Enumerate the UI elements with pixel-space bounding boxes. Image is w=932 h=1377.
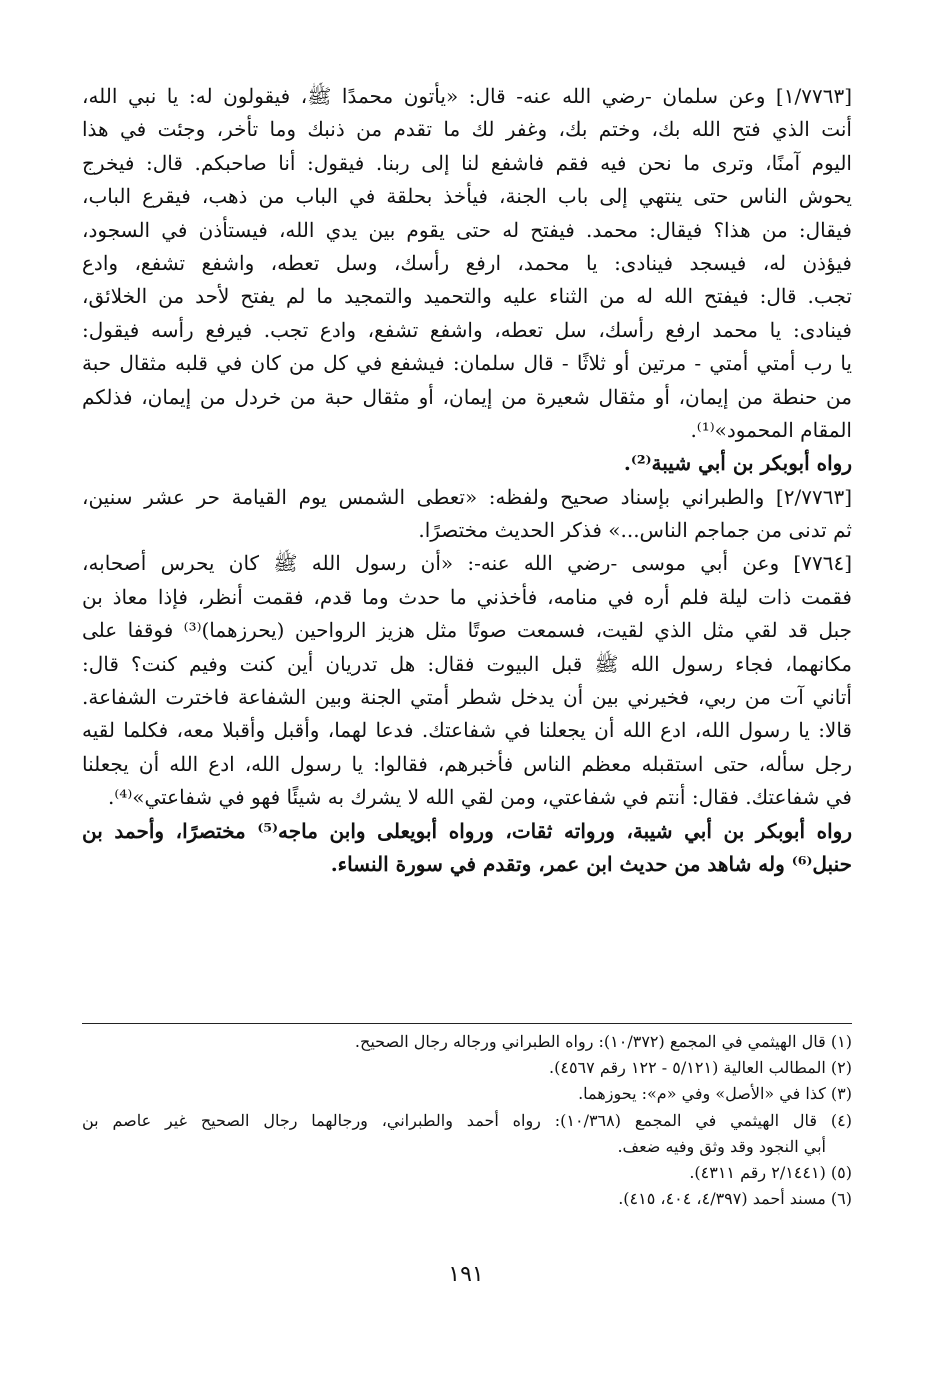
text-line: فقمت ذات ليلة فلم أره في منامه، فأخذني ما حدث وما قدم، فقمت أنظر، فإذا معاذ بن [82, 584, 852, 609]
hadith-7763-1-paragraph [82, 80, 852, 447]
footnote-3: (٣) كذا في «الأصل» وفي «م»: يحوزهما. [578, 1084, 852, 1104]
narration-attribution [82, 815, 852, 882]
text-line: رجل سأله، حتى استقبله معظم الناس فأخبرهم، فقالوا: يا رسول الله، ادع الله أن يجعلنا [82, 751, 852, 776]
text-line: قالا: يا رسول الله، ادع الله أن يجعلنا في شفاعتك. فدعا لهما، وأقبل وأقبلا معه، فكلما لقيه [82, 718, 852, 743]
text-line: رواه أبوبكر بن أبي شيبة⁽²⁾. [623, 451, 852, 476]
text-line: [١/٧٧٦٣] وعن سلمان -رضي الله عنه- قال: «يأتون محمدًا ﷺ، فيقولون له: يا نبي الله، [82, 84, 852, 108]
text-line: فيقال: من هذا؟ فيقال: محمد. فيفتح له حتى يقوم بين يدي الله، فيستأذن في السجود، [82, 217, 852, 242]
text-line: جبل قد لقي مثل الذي لقيت، فسمعت صوتًا مثل هزيز الرواحين (يحرزهما)⁽³⁾ فوقفا على [82, 618, 852, 643]
hadith-7763-2-paragraph [82, 481, 852, 548]
footnote-2: (٢) المطالب العالية (٥/١٢١ - ١٢٢ رقم ٤٥٦٧). [549, 1058, 852, 1078]
text-line: المقام المحمود»⁽¹⁾. [690, 417, 852, 442]
page-body [82, 80, 852, 881]
footnote-4-continuation: أبي النجود وقد وثق وفيه ضعف. [617, 1136, 826, 1156]
text-line: حنبل⁽⁶⁾ وله شاهد من حديث ابن عمر، وتقدم في سورة النساء. [330, 851, 852, 876]
text-line: يا رب أمتي أمتي - مرتين أو ثلاثًا - قال سلمان: فيشفع في كل من كان في قلبه مثقال حبة [82, 351, 852, 376]
text-line: ثم تدنى من جماجم الناس...» فذكر الحديث مختصرًا. [418, 518, 852, 543]
page-number: ١٩١ [448, 1262, 484, 1287]
text-line: من حنطة من إيمان، أو مثقال شعيرة من إيمان، أو مثقال حبة من خردل من إيمان، فذلكم [82, 384, 852, 409]
footnote-divider [82, 1023, 852, 1024]
footnote-6: (٦) مسند أحمد (٤/٣٩٧، ٤٠٤، ٤١٥). [618, 1189, 852, 1209]
text-line: تجب. قال: فيفتح الله له من الثناء عليه والتحميد والتمجيد ما لم يفتح لأحد من الخلائق، [82, 284, 852, 309]
text-line: أنت الذي فتح الله بك، وختم بك، وغفر لك ما تقدم من ذنبك وما تأخر، وجئت في هذا [82, 117, 852, 142]
text-line: رواه أبوبكر بن أبي شيبة، ورواته ثقات، ورواه أبويعلى وابن ماجه⁽⁵⁾ مختصرًا، وأحمد بن [82, 818, 852, 843]
text-line: مكانهما، فجاء رسول الله ﷺ قبل البيوت فقال: هل تدريان أين كنت وفيم كنت؟ قال: [82, 651, 852, 676]
hadith-7764-paragraph [82, 547, 852, 814]
footnote-1: (١) قال الهيثمي في المجمع (١٠/٣٧٢): رواه الطبراني ورجاله رجال الصحيح. [354, 1032, 852, 1051]
text-line: اليوم آمنًا، وترى ما نحن فيه فقم فاشفع لنا إلى ربنا. فيقول: أنا صاحبكم. قال: فيخرج [82, 150, 852, 175]
footnotes [82, 1029, 852, 1212]
text-line: في شفاعتك. فقال: أنتم في شفاعتي، ومن لقي الله لا يشرك به شيئًا فهو في شفاعتي»⁽⁴⁾. [108, 785, 852, 810]
text-line: أتاني آت من ربي، فخيرني بين أن يدخل شطر أمتي الجنة وبين الشفاعة فاخترت الشفاعة. [82, 685, 852, 710]
footnote-4: (٤) قال الهيثمي في المجمع (١٠/٣٦٨): رواه أحمد والطبراني، ورجالهما رجال الصحيح غير عاصم بن [82, 1110, 852, 1130]
text-line: [٧٧٦٤] وعن أبي موسى -رضي الله عنه-: «أن رسول الله ﷺ كان يحرس أصحابه، [82, 551, 852, 576]
text-line: [٢/٧٧٦٣] والطبراني بإسناد صحيح ولفظه: «تعطى الشمس يوم القيامة حر عشر سنين، [82, 484, 852, 509]
text-line: فيؤذن له، فيسجد فينادى: يا محمد، ارفع رأسك، وسل تعطه، واشفع تشفع، وادع [82, 250, 852, 275]
footnote-5: (٥) (٢/١٤٤١ رقم ٤٣١١). [689, 1162, 852, 1182]
narration-attribution [82, 447, 852, 480]
text-line: فينادى: يا محمد ارفع رأسك، سل تعطه، واشفع تشفع، وادع تجب. فيرفع رأسه فيقول: [82, 317, 852, 342]
text-line: يحوش الناس حتى ينتهي إلى باب الجنة، فيأخذ بحلقة في الباب من ذهب، فيقرع الباب، [82, 184, 852, 209]
